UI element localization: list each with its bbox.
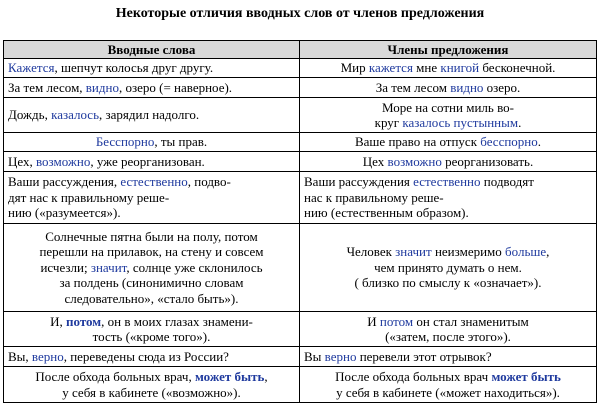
- cell-text: , шепчут колосья друг другу.: [54, 60, 214, 76]
- highlighted-word: естественно: [120, 174, 188, 190]
- cell-text: После обхода больных врач: [335, 369, 492, 384]
- table-row: [4, 347, 597, 367]
- cell-text: Дождь,: [8, 107, 52, 123]
- highlighted-word: видно: [85, 79, 119, 95]
- cell-text: у себя в кабинете («может находиться»).: [336, 384, 560, 400]
- table-row: [4, 224, 597, 312]
- highlighted-word: Кажется: [8, 60, 55, 76]
- cell-text: , уже реорганизован.: [90, 153, 205, 169]
- highlighted-word: потом: [66, 313, 102, 329]
- cell-text: нию (естественным образом).: [304, 205, 469, 221]
- cell-introductory-word: [4, 59, 300, 78]
- table-row: [4, 98, 597, 133]
- cell-text: тость («кроме того»).: [92, 329, 211, 344]
- page-title: Некоторые отличия вводных слов от членов предложения: [115, 6, 485, 21]
- cell-text: И: [367, 313, 380, 329]
- cell-introductory-word: [4, 367, 300, 403]
- highlighted-word: может быть: [194, 369, 265, 384]
- header-sentence-members: Члены предложения: [300, 41, 597, 59]
- header-introductory-words: Вводные слова: [4, 41, 300, 59]
- cell-text: следовательно», «стало быть»).: [64, 290, 239, 306]
- cell-introductory-word: [4, 347, 300, 367]
- cell-text: перевели этот отрывок?: [356, 348, 492, 364]
- cell-text: перешли на прилавок, на стену и совсем: [39, 244, 264, 260]
- highlighted-word: бесспорно: [480, 134, 538, 150]
- cell-text: За тем лесом: [375, 79, 451, 95]
- table-row: [4, 172, 597, 224]
- table-row: [4, 78, 597, 98]
- cell-text: неизмеримо: [431, 244, 506, 260]
- cell-sentence-member: [300, 347, 597, 367]
- cell-text: Ваше право на отпуск: [354, 134, 481, 150]
- cell-introductory-word: [4, 312, 300, 347]
- highlighted-word: кажется: [368, 60, 413, 76]
- cell-text: Мир: [340, 60, 369, 76]
- cell-text: , ты прав.: [154, 134, 208, 150]
- cell-text: , переведены сюда из России?: [63, 348, 229, 364]
- highlighted-word: верно: [324, 348, 357, 364]
- highlighted-word: значит: [395, 244, 432, 260]
- cell-text: у себя в кабинете («возможно»).: [62, 384, 241, 400]
- cell-introductory-word: [4, 78, 300, 98]
- cell-text: .: [518, 115, 522, 130]
- cell-text: Вы,: [8, 348, 32, 364]
- cell-text: за полдень (синонимично словам: [59, 275, 244, 291]
- cell-text: Ваши рассуждения: [304, 174, 414, 190]
- highlighted-word: потом: [379, 313, 414, 329]
- cell-text: Ваши рассуждения,: [8, 174, 121, 190]
- cell-text: реорганизовать.: [441, 153, 534, 169]
- cell-text: Море на сотни миль во-: [382, 99, 514, 115]
- cell-text: , подво-: [187, 174, 231, 190]
- cell-text: озеро.: [483, 79, 521, 95]
- table-row: [4, 133, 597, 152]
- cell-text: , озеро (= наверное).: [118, 79, 233, 95]
- highlighted-word: книгой: [440, 60, 480, 76]
- highlighted-word: видно: [450, 79, 484, 95]
- cell-sentence-member: [300, 78, 597, 98]
- cell-text: Солнечные пятна были на полу, потом: [45, 228, 258, 244]
- cell-text: Цех: [362, 153, 388, 169]
- cell-text: нас к правильному реше-: [304, 189, 444, 205]
- cell-text: нию («разумеется»).: [8, 205, 121, 221]
- cell-text: , солнце уже склонилось: [126, 259, 263, 275]
- cell-text: , он в моих глазах знамени-: [101, 313, 253, 329]
- cell-text: он стал знаменитым: [413, 313, 529, 329]
- cell-text: круг: [374, 115, 403, 130]
- cell-text: дят нас к правильному реше-: [8, 189, 170, 205]
- cell-text: И,: [50, 313, 67, 329]
- table-header-row: [4, 41, 597, 59]
- comparison-table: [3, 40, 597, 403]
- highlighted-word: больше: [505, 244, 547, 260]
- cell-text: («затем, после этого»).: [385, 329, 511, 344]
- highlighted-word: возможно: [387, 153, 442, 169]
- cell-text: , зарядил надолго.: [99, 107, 200, 123]
- table-row: [4, 59, 597, 78]
- cell-text: чем принято думать о нем.: [374, 259, 522, 275]
- cell-introductory-word: [4, 152, 300, 172]
- cell-sentence-member: [300, 59, 597, 78]
- cell-sentence-member: [300, 172, 597, 224]
- highlighted-word: естественно: [413, 174, 481, 190]
- cell-sentence-member: [300, 152, 597, 172]
- cell-sentence-member: [300, 98, 597, 133]
- cell-introductory-word: [4, 98, 300, 133]
- cell-text: За тем лесом,: [8, 79, 86, 95]
- cell-text: мне: [412, 60, 441, 76]
- cell-text: Цех,: [8, 153, 36, 169]
- cell-text: .: [537, 134, 542, 150]
- highlighted-word: Бесспорно: [95, 134, 155, 150]
- table-row: [4, 152, 597, 172]
- cell-introductory-word: [4, 224, 300, 312]
- highlighted-word: значит: [90, 259, 127, 275]
- cell-text: Вы: [304, 348, 325, 364]
- cell-introductory-word: [4, 133, 300, 152]
- table-row: [4, 312, 597, 347]
- cell-text: ,: [264, 369, 268, 384]
- cell-text: бесконечной.: [479, 60, 556, 76]
- highlighted-word: может быть: [491, 369, 561, 384]
- cell-text: После обхода больных врач,: [35, 369, 195, 384]
- table-body: [4, 59, 597, 403]
- highlighted-word: казалось: [51, 107, 99, 123]
- cell-text: подводят: [480, 174, 534, 190]
- highlighted-word: возможно: [36, 153, 91, 169]
- cell-sentence-member: [300, 133, 597, 152]
- cell-text: исчезли;: [40, 259, 91, 275]
- cell-text: Человек: [346, 244, 396, 260]
- cell-text: ,: [546, 244, 550, 260]
- cell-introductory-word: [4, 172, 300, 224]
- table-row: [4, 367, 597, 403]
- highlighted-word: казалось пустынным: [402, 115, 519, 130]
- cell-sentence-member: [300, 312, 597, 347]
- cell-sentence-member: [300, 367, 597, 403]
- cell-sentence-member: [300, 224, 597, 312]
- highlighted-word: верно: [31, 348, 64, 364]
- cell-text: ( близко по смыслу к «означает»).: [354, 275, 542, 291]
